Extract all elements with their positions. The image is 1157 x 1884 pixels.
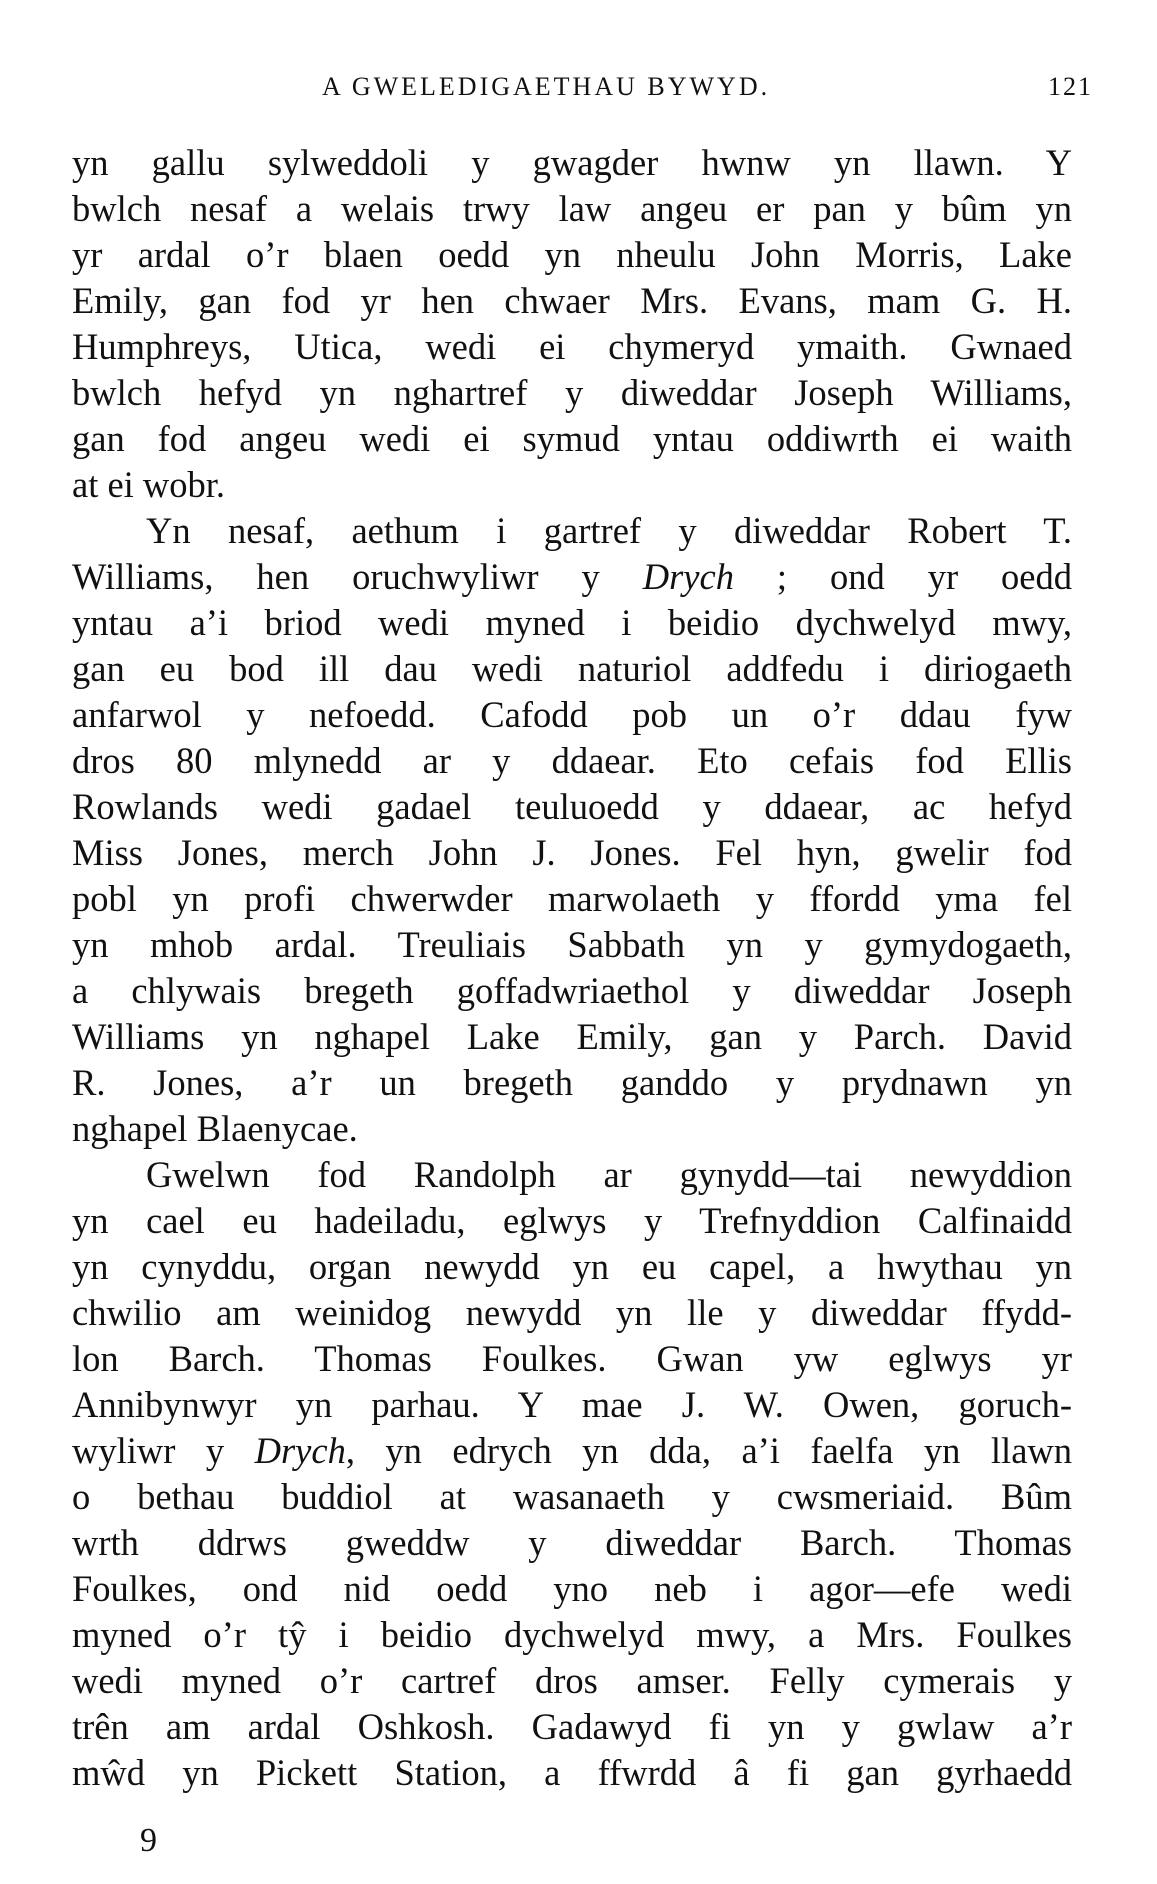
text-line: o bethau buddiol at wasanaeth y cwsmeriaid. Bûm [72,1476,1072,1517]
text-line: bwlch nesaf a welais trwy law angeu er pan y bûm yn [72,188,1072,229]
text-line: mŵd yn Pickett Station, a ffwrdd â fi gan gyrhaedd [72,1752,1072,1793]
text-line: Rowlands wedi gadael teuluoedd y ddaear, ac hefyd [72,786,1072,827]
text-line: yn mhob ardal. Treuliais Sabbath yn y gymydogaeth, [72,924,1072,965]
text-line: Humphreys, Utica, wedi ei chymeryd ymaith. Gwnaed [72,326,1072,367]
text-line: wrth ddrws gweddw y diweddar Barch. Thomas [72,1522,1072,1563]
text-line: myned o’r tŷ i beidio dychwelyd mwy, a Mrs. Foulkes [72,1614,1072,1655]
text-line: Foulkes, ond nid oedd yno neb i agor—efe wedi [72,1568,1072,1609]
text-line: Yn nesaf, aethum i gartref y diweddar Robert T. [146,510,1072,551]
text-line: nghapel Blaenycae. [72,1108,358,1149]
text-line: wedi myned o’r cartref dros amser. Felly cymerais y [72,1660,1072,1701]
text-line: gan eu bod ill dau wedi naturiol addfedu i diriogaeth [72,648,1072,689]
periodical-title: Drych [254,1430,346,1471]
text-line: Annibynwyr yn parhau. Y mae J. W. Owen, goruch- [72,1384,1072,1425]
text-line: yn gallu sylweddoli y gwagder hwnw yn llawn. Y [72,142,1072,183]
text-line: trên am ardal Oshkosh. Gadawyd fi yn y gwlaw a’r [72,1706,1072,1747]
text-line: Williams yn nghapel Lake Emily, gan y Parch. David [72,1016,1072,1057]
signature-mark: 9 [140,1822,157,1859]
text-line: yr ardal o’r blaen oedd yn nheulu John Morris, Lake [72,234,1072,275]
text-line: pobl yn profi chwerwder marwolaeth y ffordd yma fel [72,878,1072,919]
text-line: lon Barch. Thomas Foulkes. Gwan yw eglwys yr [72,1338,1072,1379]
text-line: yntau a’i briod wedi myned i beidio dychwelyd mwy, [72,602,1072,643]
text-line: a chlywais bregeth goffadwriaethol y diweddar Joseph [72,970,1072,1011]
text-line: R. Jones, a’r un bregeth ganddo y prydnawn yn [72,1062,1072,1103]
periodical-title: Drych [642,556,734,597]
text-line: Miss Jones, merch John J. Jones. Fel hyn, gwelir fod [72,832,1072,873]
text-line: dros 80 mlynedd ar y ddaear. Eto cefais fod Ellis [72,740,1072,781]
body-text [72,140,1072,1796]
page-number: 121 [1048,72,1093,101]
text-line: chwilio am weinidog newydd yn lle y diweddar ffydd- [72,1292,1072,1333]
text-line: bwlch hefyd yn nghartref y diweddar Joseph Williams, [72,372,1072,413]
text-line: gan fod angeu wedi ei symud yntau oddiwrth ei waith [72,418,1072,459]
text-line: yn cael eu hadeiladu, eglwys y Trefnyddion Calfinaidd [72,1200,1072,1241]
text-line: Williams, hen oruchwyliwr y Drych ; ond yr oedd [72,556,1072,597]
text-line: anfarwol y nefoedd. Cafodd pob un o’r ddau fyw [72,694,1072,735]
text-line: Gwelwn fod Randolph ar gynydd—tai newyddion [146,1154,1072,1195]
running-head-title: A GWELEDIGAETHAU BYWYD. [322,72,771,101]
text-line: wyliwr y Drych, yn edrych yn dda, a’i faelfa yn llawn [72,1430,1072,1471]
text-line: yn cynyddu, organ newydd yn eu capel, a hwythau yn [72,1246,1072,1287]
text-line: Emily, gan fod yr hen chwaer Mrs. Evans, mam G. H. [72,280,1072,321]
running-head [72,72,1093,108]
text-line: at ei wobr. [72,464,226,505]
